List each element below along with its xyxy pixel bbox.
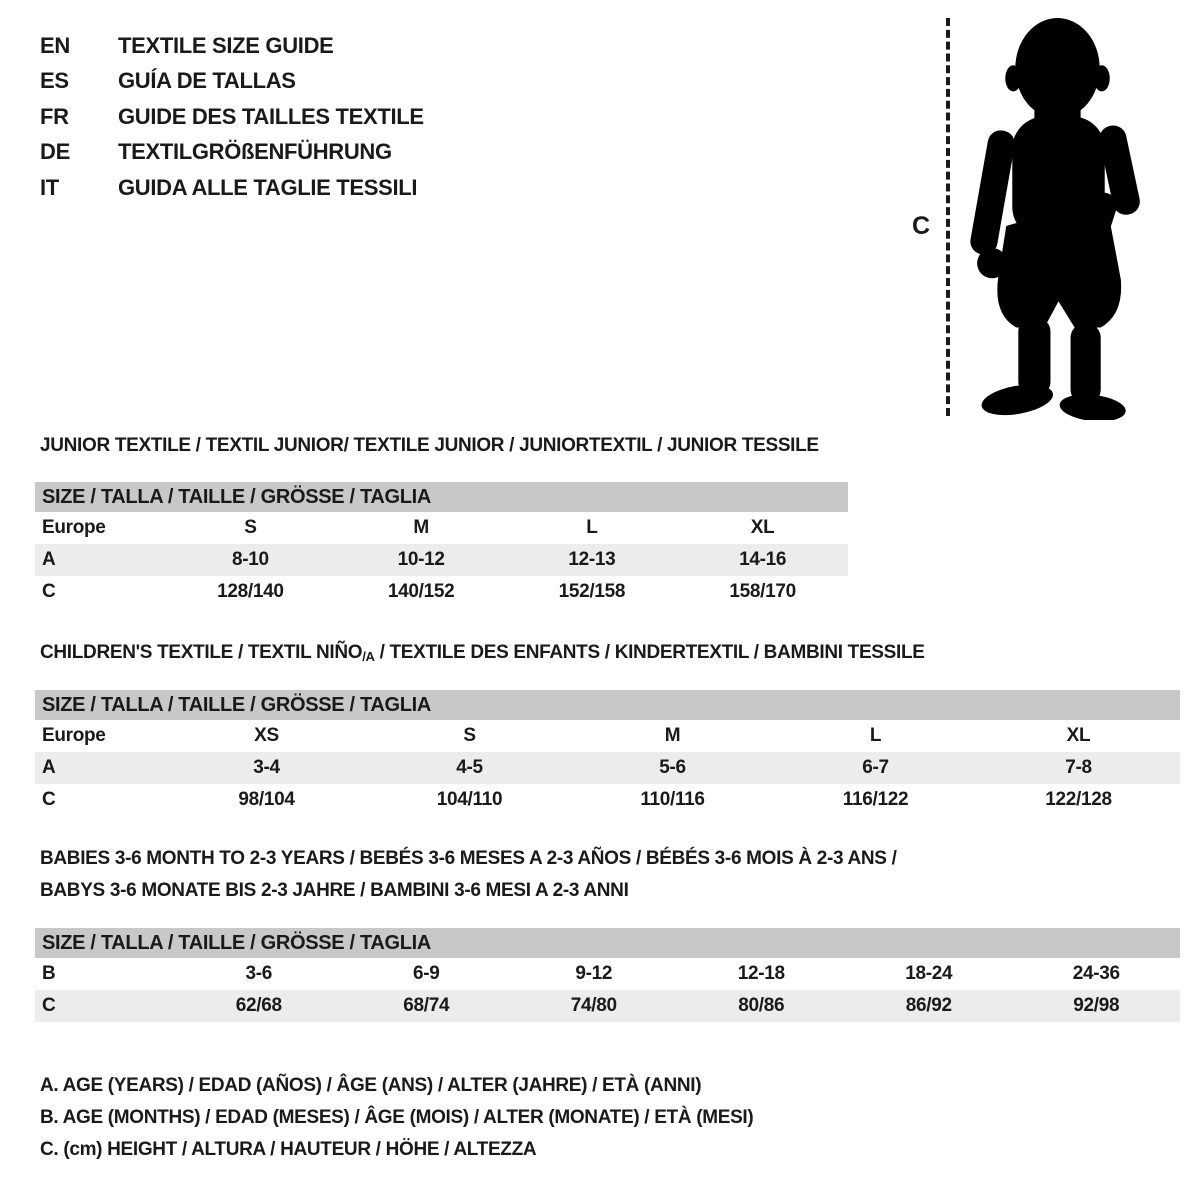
guide-title: GUÍA DE TALLAS: [118, 68, 296, 94]
table-cell: XS: [254, 725, 279, 746]
table-row: [35, 958, 1180, 990]
row-label-cell: Europe: [42, 517, 106, 538]
table-cell: S: [244, 517, 257, 538]
language-code: EN: [40, 32, 70, 58]
language-code: DE: [40, 139, 70, 165]
language-code: ES: [40, 68, 69, 94]
table-cell: 14-16: [739, 549, 787, 570]
table-cell: 9-12: [575, 963, 613, 984]
table-cell: 98/104: [238, 789, 295, 810]
table-cell: 140/152: [387, 581, 455, 602]
table-cell: 4-5: [456, 757, 483, 778]
table-cell: 62/68: [235, 995, 282, 1016]
table-cell: 158/170: [729, 581, 796, 602]
table-cell: 122/128: [1045, 789, 1112, 810]
table-row: [35, 576, 848, 608]
table-cell: M: [664, 725, 681, 746]
row-label-cell: Europe: [42, 725, 106, 746]
junior-size-table: [35, 482, 848, 608]
height-measure-line: [946, 18, 950, 416]
guide-title: GUIDA ALLE TAGLIE TESSILI: [118, 174, 418, 200]
table-cell: 6-9: [412, 963, 440, 984]
language-code: IT: [40, 174, 59, 200]
table-cell: 116/122: [842, 789, 909, 810]
legend-line-a: A. AGE (YEARS) / EDAD (AÑOS) / ÂGE (ANS) / ALTER (JAHRE) / ETÀ (ANNI): [40, 1075, 702, 1096]
baby-silhouette-icon: [960, 10, 1155, 420]
table-cell: M: [413, 517, 429, 538]
table-cell: 18-24: [905, 963, 953, 984]
babies-size-table: [35, 928, 1180, 1022]
table-cell: 68/74: [403, 995, 450, 1016]
table-row: [35, 512, 848, 544]
table-cell: 86/92: [905, 995, 952, 1016]
babies-section-title-line2: BABYS 3-6 MONATE BIS 2-3 JAHRE / BAMBINI 3-6 MESI A 2-3 ANNI: [40, 880, 629, 901]
table-cell: 128/140: [217, 581, 284, 602]
table-cell: 6-7: [862, 757, 889, 778]
size-header-bar: SIZE / TALLA / TAILLE / GRÖSSE / TAGLIA: [35, 482, 848, 512]
table-cell: 80/86: [738, 995, 785, 1016]
table-cell: 12-13: [568, 549, 616, 570]
table-cell: 7-8: [1065, 757, 1092, 778]
language-code: FR: [40, 103, 69, 129]
table-row: [35, 544, 848, 576]
row-label-cell: A: [42, 549, 56, 570]
table-cell: XL: [750, 517, 775, 538]
measurement-legend: [40, 1070, 753, 1166]
language-row: [40, 64, 424, 100]
row-label-cell: C: [42, 995, 56, 1016]
junior-section-title: JUNIOR TEXTILE / TEXTIL JUNIOR/ TEXTILE JUNIOR / JUNIORTEXTIL / JUNIOR TESSILE: [40, 435, 819, 456]
height-measure-label: C: [912, 212, 930, 240]
table-cell: 74/80: [570, 995, 617, 1016]
language-title-list: [40, 28, 424, 206]
guide-title: GUIDE DES TAILLES TEXTILE: [118, 103, 424, 129]
legend-line-c: C. (cm) HEIGHT / ALTURA / HAUTEUR / HÖHE / ALTEZZA: [40, 1139, 537, 1160]
children-title-subscript: /A: [362, 649, 375, 664]
table-cell: 12-18: [737, 963, 785, 984]
guide-title: TEXTILGRÖßENFÜHRUNG: [118, 139, 392, 165]
table-row: [35, 784, 1180, 816]
row-label-cell: C: [42, 789, 56, 810]
children-size-table: [35, 690, 1180, 816]
table-cell: 3-6: [245, 963, 272, 984]
table-cell: 10-12: [397, 549, 445, 570]
baby-figure: [880, 0, 1200, 430]
table-cell: 92/98: [1073, 995, 1120, 1016]
table-cell: S: [463, 725, 476, 746]
table-cell: L: [869, 725, 882, 746]
row-label-cell: C: [42, 581, 56, 602]
table-row: [35, 720, 1180, 752]
language-row: [40, 170, 424, 206]
row-label-cell: A: [42, 757, 56, 778]
table-cell: 24-36: [1072, 963, 1120, 984]
size-header-bar: SIZE / TALLA / TAILLE / GRÖSSE / TAGLIA: [35, 690, 1180, 720]
table-cell: 5-6: [659, 757, 686, 778]
table-cell: 110/116: [640, 789, 705, 810]
legend-line-b: B. AGE (MONTHS) / EDAD (MESES) / ÂGE (MOIS) / ALTER (MONATE) / ETÀ (MESI): [40, 1107, 754, 1128]
language-row: [40, 28, 424, 64]
table-row: [35, 990, 1180, 1022]
babies-section-title-line1: BABIES 3-6 MONTH TO 2-3 YEARS / BEBÉS 3-6 MESES A 2-3 AÑOS / BÉBÉS 3-6 MOIS À 2-3 ANS /: [40, 848, 897, 869]
children-section-title: [40, 642, 925, 664]
table-cell: 104/110: [436, 789, 503, 810]
table-row: [35, 752, 1180, 784]
table-cell: 3-4: [253, 757, 280, 778]
row-label-cell: B: [42, 963, 56, 984]
table-cell: 8-10: [232, 549, 269, 570]
language-row: [40, 99, 424, 135]
children-title-text: CHILDREN'S TEXTILE / TEXTIL NIÑO: [40, 642, 363, 663]
table-cell: 152/158: [558, 581, 626, 602]
table-cell: XL: [1066, 725, 1091, 746]
children-title-text: / TEXTILE DES ENFANTS / KINDERTEXTIL / BAMBINI TESSILE: [374, 642, 925, 663]
table-cell: L: [586, 517, 598, 538]
guide-title: TEXTILE SIZE GUIDE: [118, 32, 334, 58]
size-header-bar: SIZE / TALLA / TAILLE / GRÖSSE / TAGLIA: [35, 928, 1180, 958]
language-row: [40, 135, 424, 171]
